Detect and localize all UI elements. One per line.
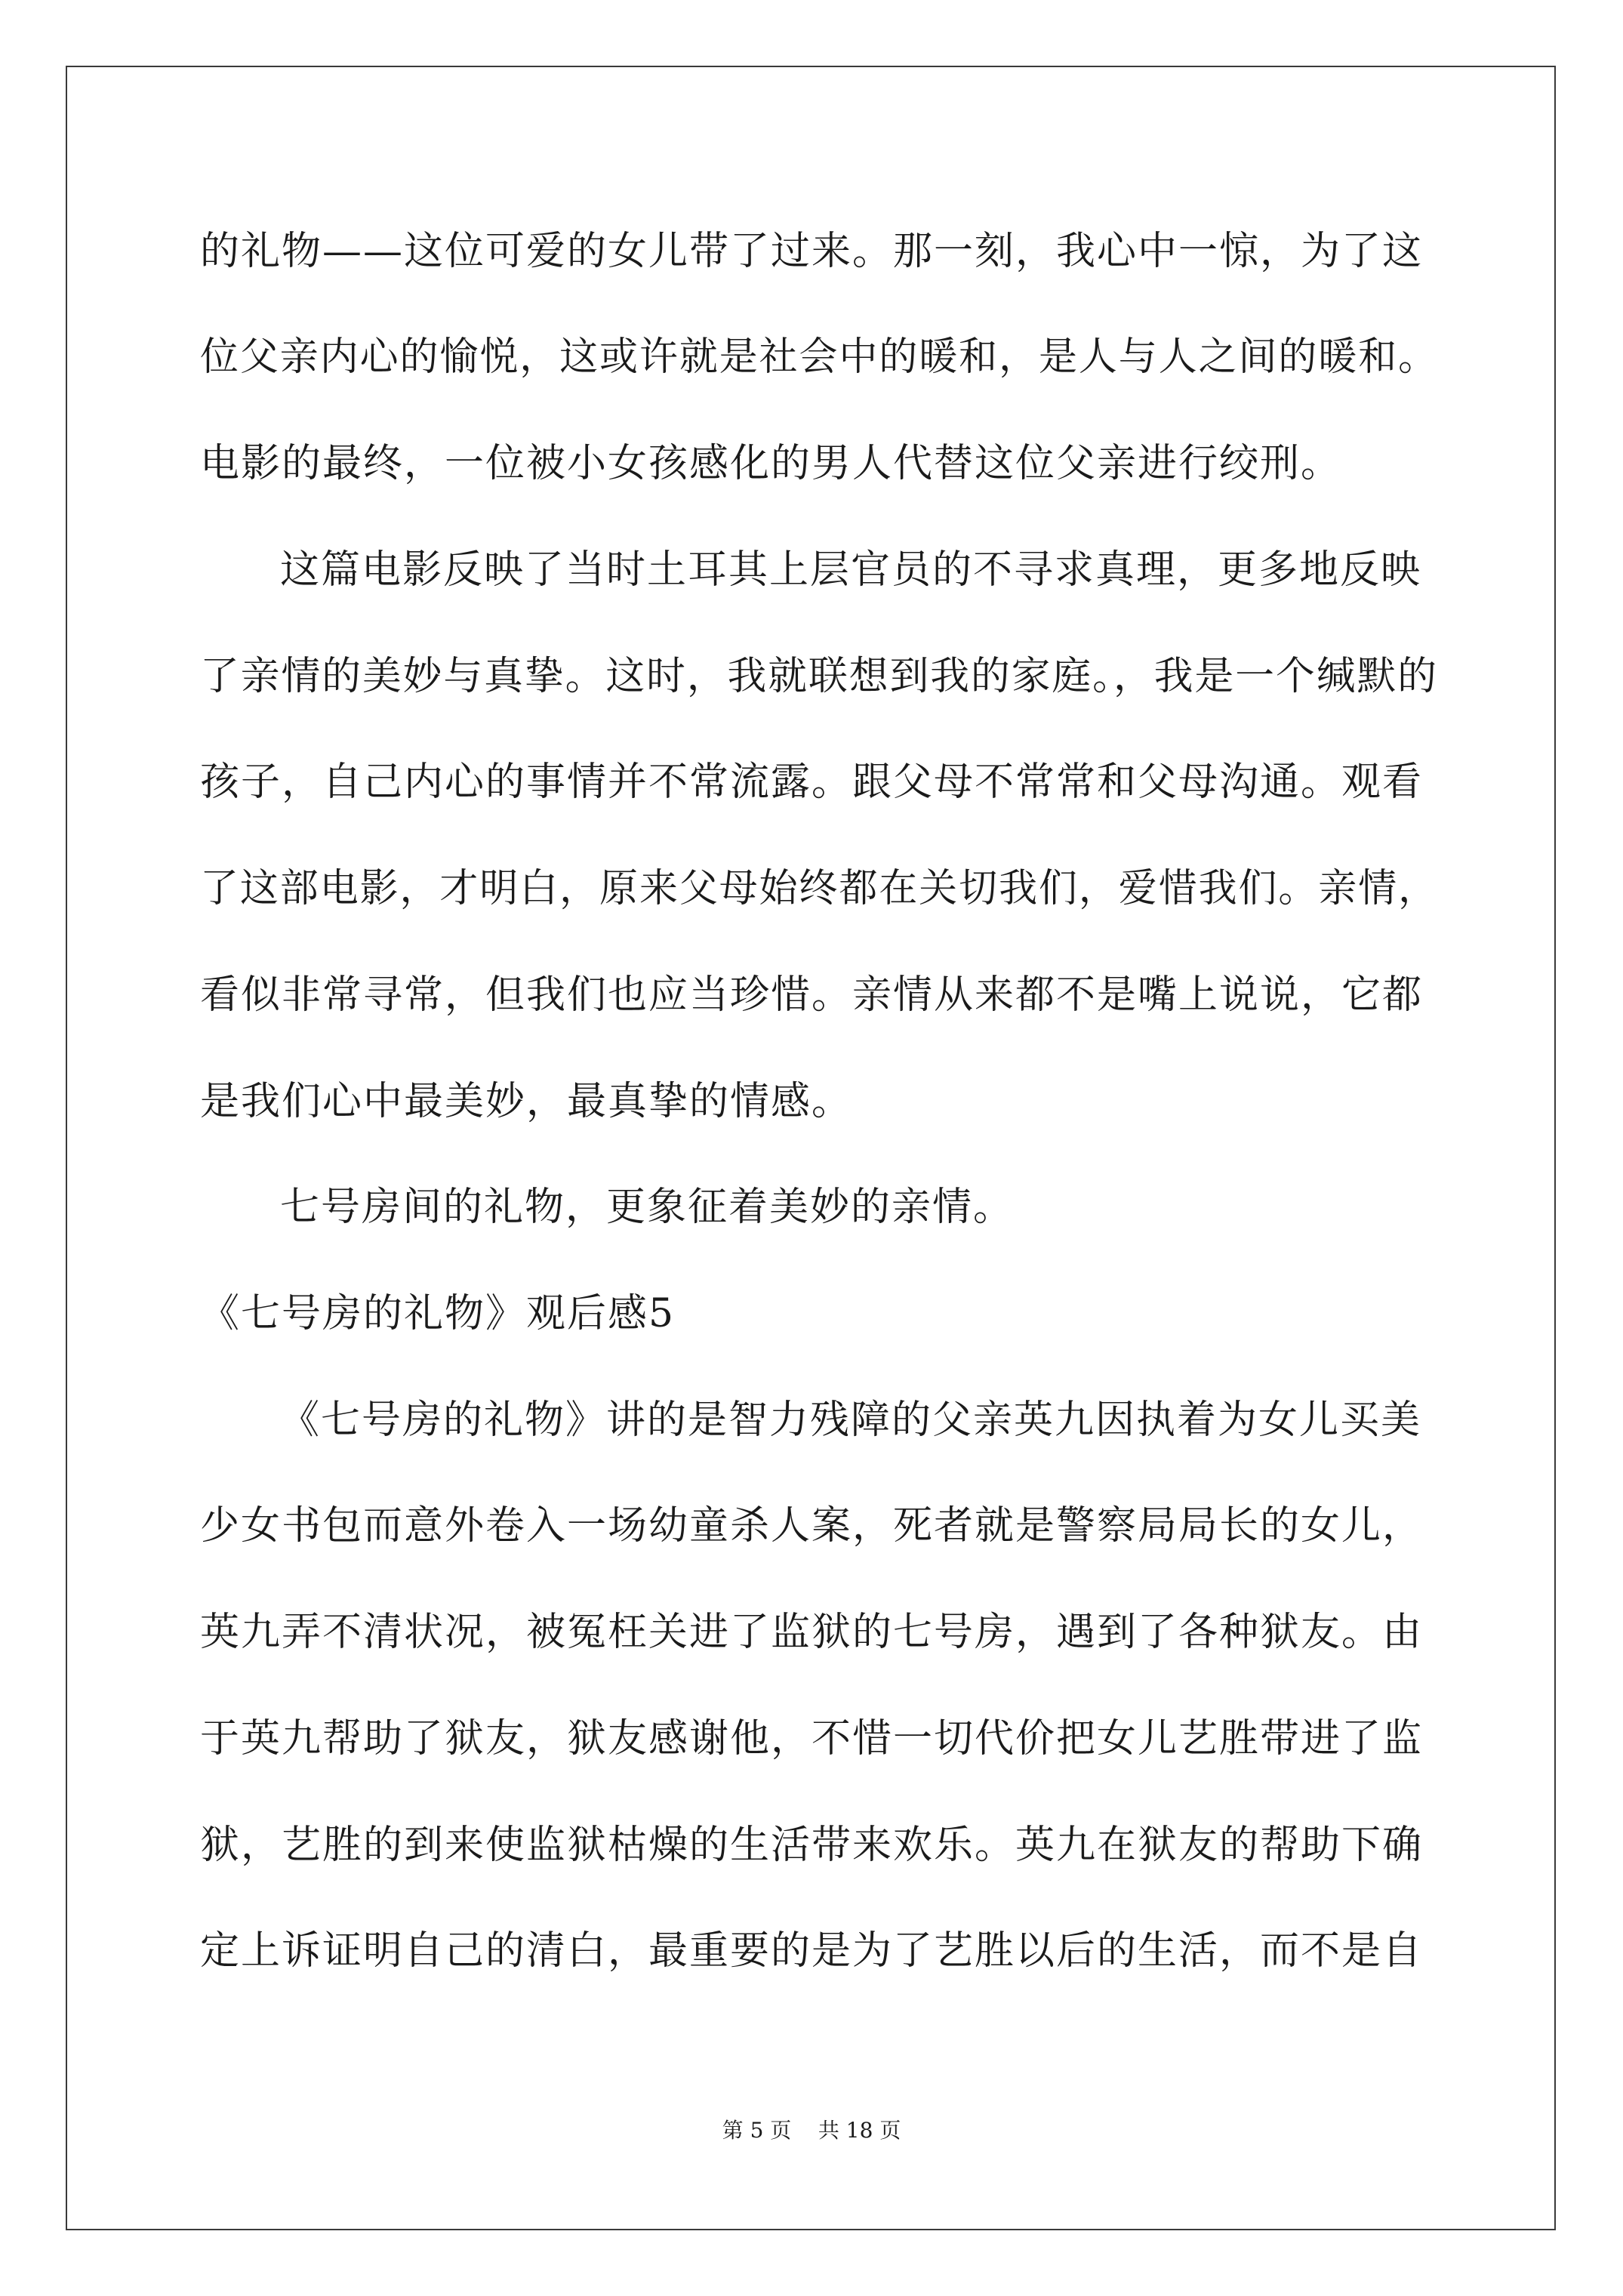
text-line: 电影的最终，一位被小女孩感化的男人代替这位父亲进行绞刑。 bbox=[200, 441, 1342, 486]
text-line: 少女书包而意外卷入一场幼童杀人案，死者就是警察局局长的女儿， bbox=[200, 1503, 1424, 1549]
text-line: 了亲情的美妙与真挚。这时，我就联想到我的家庭。，我是一个缄默的 bbox=[200, 654, 1438, 699]
text-line: 是我们心中最美妙，最真挚的情感。 bbox=[200, 1079, 853, 1124]
text-line: 看似非常寻常，但我们也应当珍惜。亲情从来都不是嘴上说说，它都 bbox=[200, 972, 1424, 1018]
text-line: 了这部电影，才明白，原来父母始终都在关切我们，爱惜我们。亲情， bbox=[200, 866, 1439, 911]
text-line: 的礼物——这位可爱的女儿带了过来。那一刻，我心中一惊，为了这 bbox=[200, 229, 1424, 274]
text-line: 定上诉证明自己的清白，最重要的是为了艺胜以后的生活，而不是自 bbox=[200, 1928, 1424, 1974]
page-border bbox=[66, 66, 1556, 2230]
paragraph-start-line: 《七号房的礼物》讲的是智力残障的父亲英九因执着为女儿买美 bbox=[280, 1398, 1422, 1443]
paragraph-start-line: 七号房间的礼物，更象征着美妙的亲情。 bbox=[280, 1185, 1015, 1230]
text-line: 孩子，自己内心的事情并不常流露。跟父母不常常和父母沟通。观看 bbox=[200, 760, 1424, 805]
text-line: 英九弄不清状况，被冤枉关进了监狱的七号房，遇到了各种狱友。由 bbox=[200, 1610, 1424, 1655]
page-number: 第 5 页 共 18 页 bbox=[722, 2118, 901, 2143]
section-heading: 《七号房的礼物》观后感5 bbox=[200, 1291, 676, 1336]
text-line: 于英九帮助了狱友，狱友感谢他，不惜一切代价把女儿艺胜带进了监 bbox=[200, 1716, 1424, 1761]
text-line: 狱，艺胜的到来使监狱枯燥的生活带来欢乐。英九在狱友的帮助下确 bbox=[200, 1823, 1424, 1868]
paragraph-start-line: 这篇电影反映了当时土耳其上层官员的不寻求真理，更多地反映 bbox=[280, 547, 1422, 593]
text-line: 位父亲内心的愉悦，这或许就是社会中的暖和，是人与人之间的暖和。 bbox=[200, 334, 1439, 380]
